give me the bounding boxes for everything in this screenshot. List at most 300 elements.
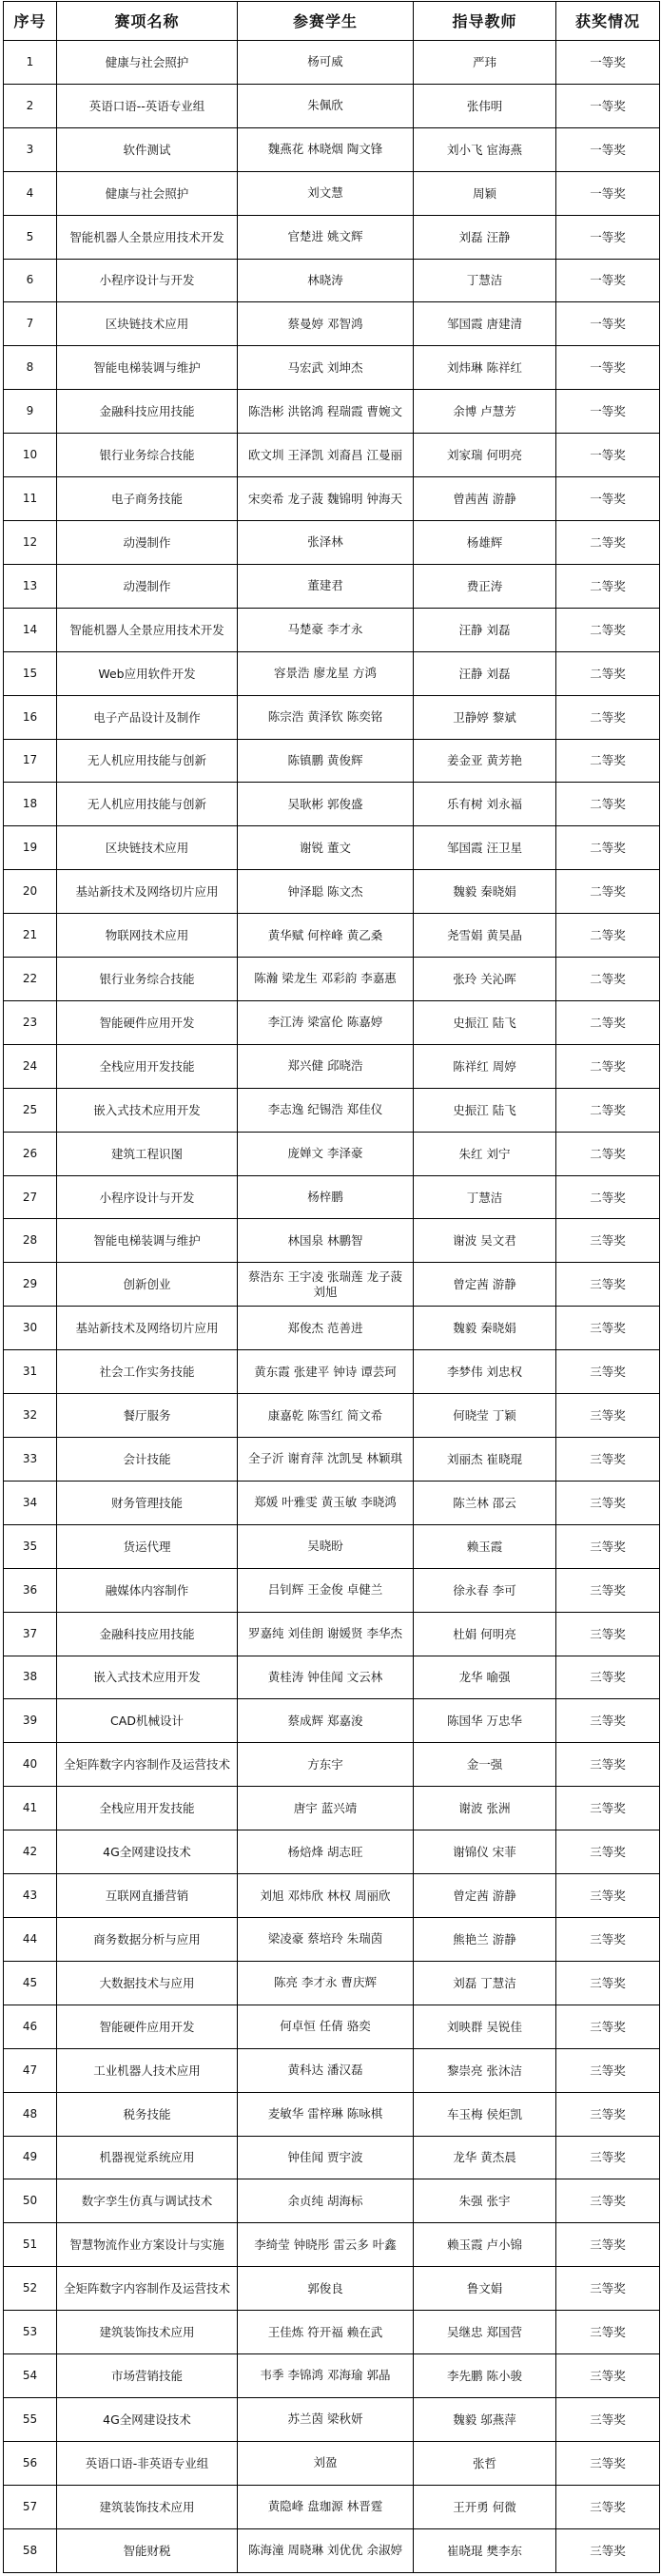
teachers-cell: 刘磊 汪静 <box>414 215 556 259</box>
teachers-cell: 何晓莹 丁颖 <box>414 1394 556 1438</box>
index-cell: 28 <box>4 1219 57 1263</box>
index-cell: 48 <box>4 2092 57 2136</box>
award-cell: 三等奖 <box>556 1656 660 1699</box>
header-award: 获奖情况 <box>556 2 660 41</box>
teachers-cell: 龙华 喻强 <box>414 1656 556 1699</box>
award-cell: 一等奖 <box>556 346 660 390</box>
students-cell: 李志逸 纪锡浩 郑佳仪 <box>238 1088 414 1132</box>
table-row <box>4 171 660 215</box>
competition-cell: 智能硬件应用开发 <box>57 1000 238 1044</box>
table-row <box>4 127 660 171</box>
index-cell: 20 <box>4 870 57 914</box>
index-cell: 54 <box>4 2354 57 2398</box>
competition-cell: 智能电梯装调与维护 <box>57 346 238 390</box>
award-cell: 一等奖 <box>556 390 660 434</box>
table-row <box>4 477 660 521</box>
table-row <box>4 2354 660 2398</box>
award-cell: 三等奖 <box>556 1874 660 1918</box>
award-cell: 二等奖 <box>556 564 660 608</box>
index-cell: 38 <box>4 1656 57 1699</box>
award-cell: 一等奖 <box>556 302 660 346</box>
award-cell: 三等奖 <box>556 1438 660 1482</box>
students-cell: 陈浩彬 洪铭鸿 程瑞霞 曹婉文 <box>238 390 414 434</box>
teachers-cell: 刘家瑞 何明亮 <box>414 434 556 477</box>
index-cell: 43 <box>4 1874 57 1918</box>
competition-cell: 智能电梯装调与维护 <box>57 1219 238 1263</box>
table-row <box>4 1743 660 1787</box>
index-cell: 6 <box>4 259 57 302</box>
award-cell: 一等奖 <box>556 215 660 259</box>
award-cell: 三等奖 <box>556 1961 660 2005</box>
students-cell: 全子沂 谢育萍 沈凯旻 林颖琪 <box>238 1438 414 1482</box>
teachers-cell: 车玉梅 侯炬凯 <box>414 2092 556 2136</box>
students-cell: 吴耿彬 郭俊盛 <box>238 783 414 826</box>
table-row <box>4 2528 660 2572</box>
index-cell: 41 <box>4 1787 57 1830</box>
teachers-cell: 张玲 关沁晖 <box>414 958 556 1001</box>
award-cell: 一等奖 <box>556 84 660 127</box>
teachers-cell: 徐永春 李可 <box>414 1568 556 1612</box>
competition-cell: 智慧物流作业方案设计与实施 <box>57 2223 238 2267</box>
award-cell: 一等奖 <box>556 41 660 85</box>
table-row <box>4 434 660 477</box>
index-cell: 12 <box>4 520 57 564</box>
table-row <box>4 215 660 259</box>
students-cell: 陈亮 李才永 曹庆辉 <box>238 1961 414 2005</box>
competition-cell: 智能财税 <box>57 2528 238 2572</box>
students-cell: 郭俊良 <box>238 2267 414 2311</box>
award-cell: 三等奖 <box>556 1307 660 1350</box>
table-row <box>4 914 660 958</box>
competition-cell: 财务管理技能 <box>57 1481 238 1524</box>
students-cell: 吕钊辉 王金俊 卓健兰 <box>238 1568 414 1612</box>
table-row <box>4 346 660 390</box>
award-cell: 二等奖 <box>556 870 660 914</box>
table-row <box>4 2005 660 2048</box>
table-row <box>4 608 660 651</box>
competition-cell: 无人机应用技能与创新 <box>57 739 238 783</box>
students-cell: 欧文圳 王泽凯 刘裔昌 江曼丽 <box>238 434 414 477</box>
award-cell: 三等奖 <box>556 1524 660 1568</box>
competition-cell: 社会工作实务技能 <box>57 1350 238 1394</box>
table-row <box>4 2485 660 2528</box>
teachers-cell: 张伟明 <box>414 84 556 127</box>
competition-cell: 健康与社会照护 <box>57 171 238 215</box>
table-row <box>4 1961 660 2005</box>
students-cell: 马宏武 刘坤杰 <box>238 346 414 390</box>
award-cell: 三等奖 <box>556 1830 660 1874</box>
teachers-cell: 赖玉霞 卢小锦 <box>414 2223 556 2267</box>
competition-cell: 电子产品设计及制作 <box>57 695 238 739</box>
teachers-cell: 杨雄辉 <box>414 520 556 564</box>
table-row <box>4 1350 660 1394</box>
table-row <box>4 2397 660 2441</box>
teachers-cell: 王开勇 何微 <box>414 2485 556 2528</box>
award-cell: 三等奖 <box>556 1481 660 1524</box>
students-cell: 梁凌豪 蔡培玲 朱瑞茵 <box>238 1917 414 1961</box>
competition-cell: 基站新技术及网络切片应用 <box>57 870 238 914</box>
award-cell: 三等奖 <box>556 2485 660 2528</box>
table-row <box>4 2267 660 2311</box>
teachers-cell: 熊艳兰 游静 <box>414 1917 556 1961</box>
table-row <box>4 2223 660 2267</box>
students-cell: 黄华赋 何梓峰 黄乙桑 <box>238 914 414 958</box>
students-cell: 郑兴健 邱晓浩 <box>238 1044 414 1088</box>
index-cell: 3 <box>4 127 57 171</box>
index-cell: 50 <box>4 2179 57 2223</box>
competition-cell: 餐厅服务 <box>57 1394 238 1438</box>
table-row <box>4 84 660 127</box>
teachers-cell: 邹国霞 汪卫星 <box>414 826 556 870</box>
index-cell: 8 <box>4 346 57 390</box>
index-cell: 53 <box>4 2311 57 2354</box>
teachers-cell: 李先鹏 陈小骏 <box>414 2354 556 2398</box>
competition-cell: 全栈应用开发技能 <box>57 1787 238 1830</box>
students-cell: 容景浩 廖龙星 方鸿 <box>238 651 414 695</box>
award-cell: 二等奖 <box>556 783 660 826</box>
award-cell: 三等奖 <box>556 1219 660 1263</box>
teachers-cell: 金一强 <box>414 1743 556 1787</box>
students-cell: 张泽林 <box>238 520 414 564</box>
award-cell: 三等奖 <box>556 2354 660 2398</box>
table-row <box>4 1787 660 1830</box>
teachers-cell: 刘磊 丁慧洁 <box>414 1961 556 2005</box>
teachers-cell: 魏毅 秦晓娟 <box>414 870 556 914</box>
teachers-cell: 尧雪娟 黄昊晶 <box>414 914 556 958</box>
teachers-cell: 魏毅 邬燕萍 <box>414 2397 556 2441</box>
competition-cell: 4G全网建设技术 <box>57 1830 238 1874</box>
award-cell: 一等奖 <box>556 477 660 521</box>
index-cell: 37 <box>4 1612 57 1656</box>
table-row <box>4 1307 660 1350</box>
table-row <box>4 1175 660 1219</box>
award-cell: 三等奖 <box>556 1917 660 1961</box>
index-cell: 22 <box>4 958 57 1001</box>
teachers-cell: 陈祥红 周婷 <box>414 1044 556 1088</box>
teachers-cell: 姜金亚 黄芳艳 <box>414 739 556 783</box>
students-cell: 郑俊杰 范善进 <box>238 1307 414 1350</box>
index-cell: 10 <box>4 434 57 477</box>
students-cell: 谢锐 董文 <box>238 826 414 870</box>
competition-cell: 建筑装饰技术应用 <box>57 2311 238 2354</box>
teachers-cell: 黎崇亮 张沐洁 <box>414 2048 556 2092</box>
header-row <box>4 2 660 41</box>
index-cell: 36 <box>4 1568 57 1612</box>
table-row <box>4 651 660 695</box>
competition-cell: 英语口语-非英语专业组 <box>57 2441 238 2485</box>
teachers-cell: 汪静 刘磊 <box>414 651 556 695</box>
award-table <box>3 1 660 2573</box>
competition-cell: CAD机械设计 <box>57 1699 238 1743</box>
table-row <box>4 259 660 302</box>
teachers-cell: 曾定茜 游静 <box>414 1874 556 1918</box>
students-cell: 李绮莹 钟晓彤 雷云多 叶鑫 <box>238 2223 414 2267</box>
table-row <box>4 1044 660 1088</box>
competition-cell: 会计技能 <box>57 1438 238 1482</box>
index-cell: 51 <box>4 2223 57 2267</box>
students-cell: 董建君 <box>238 564 414 608</box>
table-row <box>4 2048 660 2092</box>
teachers-cell: 乐有树 刘永福 <box>414 783 556 826</box>
award-cell: 二等奖 <box>556 958 660 1001</box>
competition-cell: 健康与社会照护 <box>57 41 238 85</box>
table-row <box>4 1612 660 1656</box>
index-cell: 46 <box>4 2005 57 2048</box>
teachers-cell: 龙华 黄杰晨 <box>414 2136 556 2179</box>
teachers-cell: 陈国华 万忠华 <box>414 1699 556 1743</box>
table-row <box>4 520 660 564</box>
table-row <box>4 783 660 826</box>
index-cell: 9 <box>4 390 57 434</box>
award-cell: 二等奖 <box>556 695 660 739</box>
teachers-cell: 严玮 <box>414 41 556 85</box>
students-cell: 黄东霞 张建平 钟诗 谭芸珂 <box>238 1350 414 1394</box>
competition-cell: 金融科技应用技能 <box>57 390 238 434</box>
students-cell: 刘旭 邓炜欣 林权 周丽欣 <box>238 1874 414 1918</box>
students-cell: 何卓恒 任倩 骆奕 <box>238 2005 414 2048</box>
index-cell: 25 <box>4 1088 57 1132</box>
competition-cell: 互联网直播营销 <box>57 1874 238 1918</box>
index-cell: 19 <box>4 826 57 870</box>
students-cell: 朱佩欣 <box>238 84 414 127</box>
award-cell: 三等奖 <box>556 1394 660 1438</box>
students-cell: 林晓涛 <box>238 259 414 302</box>
award-cell: 二等奖 <box>556 739 660 783</box>
award-cell: 二等奖 <box>556 608 660 651</box>
index-cell: 56 <box>4 2441 57 2485</box>
award-cell: 二等奖 <box>556 1044 660 1088</box>
index-cell: 29 <box>4 1263 57 1307</box>
students-cell: 郑媛 叶雅雯 黄玉敏 李晓鸿 <box>238 1481 414 1524</box>
students-cell: 黄桂涛 钟佳闻 文云林 <box>238 1656 414 1699</box>
competition-cell: 全栈应用开发技能 <box>57 1044 238 1088</box>
students-cell: 吴晓盼 <box>238 1524 414 1568</box>
table-row <box>4 564 660 608</box>
index-cell: 52 <box>4 2267 57 2311</box>
table-row <box>4 2136 660 2179</box>
teachers-cell: 张哲 <box>414 2441 556 2485</box>
students-cell: 庞婵文 李泽豪 <box>238 1132 414 1175</box>
award-cell: 二等奖 <box>556 914 660 958</box>
index-cell: 18 <box>4 783 57 826</box>
index-cell: 35 <box>4 1524 57 1568</box>
index-cell: 58 <box>4 2528 57 2572</box>
students-cell: 陈海潼 周晓琳 刘优优 余淑婷 <box>238 2528 414 2572</box>
index-cell: 2 <box>4 84 57 127</box>
award-cell: 一等奖 <box>556 434 660 477</box>
table-row <box>4 2441 660 2485</box>
students-cell: 韦季 李锦鸿 邓海瑜 郭晶 <box>238 2354 414 2398</box>
index-cell: 23 <box>4 1000 57 1044</box>
index-cell: 42 <box>4 1830 57 1874</box>
students-cell: 马楚豪 李才永 <box>238 608 414 651</box>
students-cell: 林国泉 林鹏智 <box>238 1219 414 1263</box>
students-cell: 苏兰茵 梁秋妍 <box>238 2397 414 2441</box>
students-cell: 官楚进 姚文辉 <box>238 215 414 259</box>
teachers-cell: 史振江 陆飞 <box>414 1000 556 1044</box>
teachers-cell: 李梦伟 刘忠权 <box>414 1350 556 1394</box>
competition-cell: 动漫制作 <box>57 520 238 564</box>
award-cell: 三等奖 <box>556 1699 660 1743</box>
index-cell: 17 <box>4 739 57 783</box>
award-cell: 三等奖 <box>556 1350 660 1394</box>
award-cell: 三等奖 <box>556 1612 660 1656</box>
index-cell: 1 <box>4 41 57 85</box>
competition-cell: 金融科技应用技能 <box>57 1612 238 1656</box>
teachers-cell: 朱红 刘宁 <box>414 1132 556 1175</box>
table-row <box>4 870 660 914</box>
award-cell: 二等奖 <box>556 826 660 870</box>
table-row <box>4 1263 660 1307</box>
competition-cell: 小程序设计与开发 <box>57 1175 238 1219</box>
teachers-cell: 费正涛 <box>414 564 556 608</box>
teachers-cell: 刘丽杰 崔晓琨 <box>414 1438 556 1482</box>
competition-cell: 智能硬件应用开发 <box>57 2005 238 2048</box>
award-cell: 三等奖 <box>556 2092 660 2136</box>
teachers-cell: 朱强 张宇 <box>414 2179 556 2223</box>
teachers-cell: 杜娟 何明亮 <box>414 1612 556 1656</box>
award-cell: 三等奖 <box>556 2441 660 2485</box>
table-row <box>4 826 660 870</box>
index-cell: 11 <box>4 477 57 521</box>
students-cell: 罗嘉纯 刘佳朗 谢媛贤 李华杰 <box>238 1612 414 1656</box>
index-cell: 21 <box>4 914 57 958</box>
table-body <box>4 41 660 2573</box>
award-cell: 二等奖 <box>556 1132 660 1175</box>
table-row <box>4 2311 660 2354</box>
header-students: 参赛学生 <box>238 2 414 41</box>
teachers-cell: 赖玉霞 <box>414 1524 556 1568</box>
table-row <box>4 1088 660 1132</box>
competition-cell: 区块链技术应用 <box>57 826 238 870</box>
competition-cell: 物联网技术应用 <box>57 914 238 958</box>
table-row <box>4 1132 660 1175</box>
award-cell: 二等奖 <box>556 1000 660 1044</box>
competition-cell: 货运代理 <box>57 1524 238 1568</box>
competition-cell: 税务技能 <box>57 2092 238 2136</box>
award-cell: 三等奖 <box>556 1787 660 1830</box>
award-cell: 二等奖 <box>556 1175 660 1219</box>
header-competition: 赛项名称 <box>57 2 238 41</box>
table-row <box>4 958 660 1001</box>
students-cell: 钟佳闻 贾宇波 <box>238 2136 414 2179</box>
index-cell: 27 <box>4 1175 57 1219</box>
teachers-cell: 丁慧洁 <box>414 1175 556 1219</box>
table-row <box>4 1000 660 1044</box>
index-cell: 39 <box>4 1699 57 1743</box>
teachers-cell: 陈兰林 邵云 <box>414 1481 556 1524</box>
teachers-cell: 史振江 陆飞 <box>414 1088 556 1132</box>
teachers-cell: 曾定茜 游静 <box>414 1263 556 1307</box>
teachers-cell: 卫静婷 黎斌 <box>414 695 556 739</box>
teachers-cell: 汪静 刘磊 <box>414 608 556 651</box>
index-cell: 4 <box>4 171 57 215</box>
award-cell: 三等奖 <box>556 1568 660 1612</box>
students-cell: 杨梓鹏 <box>238 1175 414 1219</box>
index-cell: 7 <box>4 302 57 346</box>
table-row <box>4 1481 660 1524</box>
award-cell: 三等奖 <box>556 2528 660 2572</box>
students-cell: 陈瀚 梁龙生 邓彩韵 李嘉惠 <box>238 958 414 1001</box>
table-row <box>4 1917 660 1961</box>
table-row <box>4 1874 660 1918</box>
index-cell: 45 <box>4 1961 57 2005</box>
competition-cell: Web应用软件开发 <box>57 651 238 695</box>
index-cell: 33 <box>4 1438 57 1482</box>
competition-cell: 动漫制作 <box>57 564 238 608</box>
teachers-cell: 谢波 吴文君 <box>414 1219 556 1263</box>
competition-cell: 智能机器人全景应用技术开发 <box>57 608 238 651</box>
index-cell: 55 <box>4 2397 57 2441</box>
index-cell: 32 <box>4 1394 57 1438</box>
index-cell: 16 <box>4 695 57 739</box>
competition-cell: 银行业务综合技能 <box>57 958 238 1001</box>
competition-cell: 无人机应用技能与创新 <box>57 783 238 826</box>
students-cell: 杨可威 <box>238 41 414 85</box>
table-row <box>4 739 660 783</box>
table-row <box>4 1656 660 1699</box>
index-cell: 40 <box>4 1743 57 1787</box>
competition-cell: 软件测试 <box>57 127 238 171</box>
award-cell: 三等奖 <box>556 2397 660 2441</box>
table-row <box>4 1394 660 1438</box>
teachers-cell: 刘炜琳 陈祥红 <box>414 346 556 390</box>
competition-cell: 大数据技术与应用 <box>57 1961 238 2005</box>
table-row <box>4 695 660 739</box>
award-cell: 三等奖 <box>556 2267 660 2311</box>
students-cell: 蔡浩东 王宇凌 张瑞莲 龙子菠 刘旭 <box>238 1263 414 1307</box>
competition-cell: 创新创业 <box>57 1263 238 1307</box>
competition-cell: 英语口语--英语专业组 <box>57 84 238 127</box>
students-cell: 黄科达 潘汉磊 <box>238 2048 414 2092</box>
students-cell: 刘盈 <box>238 2441 414 2485</box>
students-cell: 王佳炼 符开福 赖在武 <box>238 2311 414 2354</box>
award-cell: 二等奖 <box>556 651 660 695</box>
index-cell: 15 <box>4 651 57 695</box>
competition-cell: 区块链技术应用 <box>57 302 238 346</box>
index-cell: 49 <box>4 2136 57 2179</box>
teachers-cell: 邹国霞 唐建清 <box>414 302 556 346</box>
students-cell: 陈宗浩 黄泽钦 陈奕铭 <box>238 695 414 739</box>
teachers-cell: 吴继忠 郑国营 <box>414 2311 556 2354</box>
teachers-cell: 鲁文娟 <box>414 2267 556 2311</box>
teachers-cell: 曾茜茜 游静 <box>414 477 556 521</box>
competition-cell: 电子商务技能 <box>57 477 238 521</box>
competition-cell: 市场营销技能 <box>57 2354 238 2398</box>
award-cell: 二等奖 <box>556 1088 660 1132</box>
students-cell: 刘文慧 <box>238 171 414 215</box>
students-cell: 宋奕希 龙子菠 魏锦明 钟海天 <box>238 477 414 521</box>
award-cell: 一等奖 <box>556 127 660 171</box>
table-row <box>4 1830 660 1874</box>
competition-cell: 银行业务综合技能 <box>57 434 238 477</box>
students-cell: 钟泽聪 陈文杰 <box>238 870 414 914</box>
award-cell: 三等奖 <box>556 2048 660 2092</box>
competition-cell: 小程序设计与开发 <box>57 259 238 302</box>
table-row <box>4 1568 660 1612</box>
teachers-cell: 刘映群 吴锐佳 <box>414 2005 556 2048</box>
table-row <box>4 390 660 434</box>
teachers-cell: 谢波 张洲 <box>414 1787 556 1830</box>
index-cell: 14 <box>4 608 57 651</box>
teachers-cell: 余博 卢慧芳 <box>414 390 556 434</box>
award-cell: 三等奖 <box>556 2005 660 2048</box>
students-cell: 唐宇 蓝兴靖 <box>238 1787 414 1830</box>
award-cell: 一等奖 <box>556 171 660 215</box>
teachers-cell: 谢锦仪 宋菲 <box>414 1830 556 1874</box>
index-cell: 44 <box>4 1917 57 1961</box>
students-cell: 黄隐峰 盘珈源 林晋霆 <box>238 2485 414 2528</box>
